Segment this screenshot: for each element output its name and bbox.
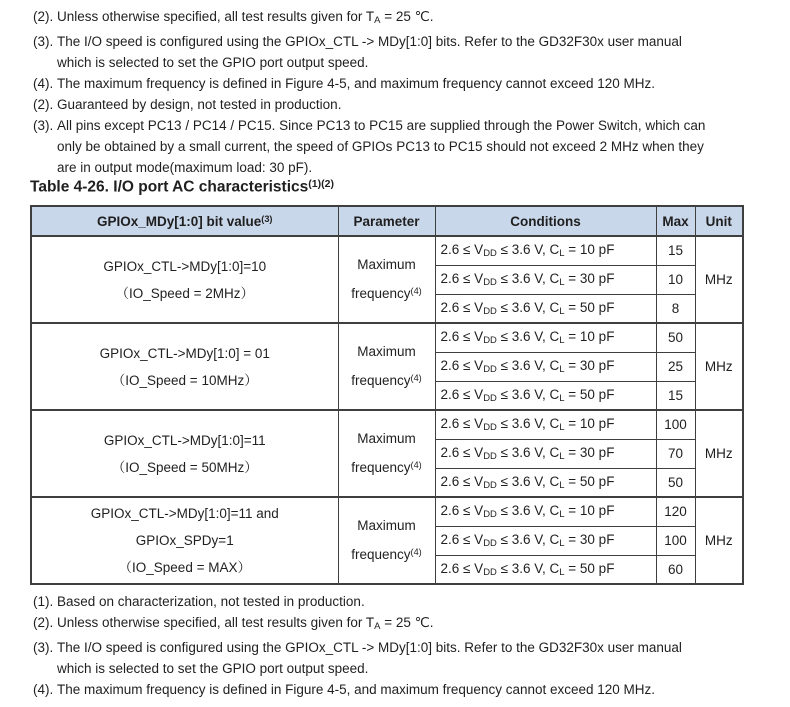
table-row bbox=[31, 410, 743, 439]
max-value-cell: 15 bbox=[656, 236, 695, 265]
condition-cell: $2.6 \le V_{DD} \le 3.6$ V, $C_L = 50$ pF bbox=[435, 294, 656, 323]
bit-value-cell bbox=[31, 497, 338, 584]
max-value-cell: 50 bbox=[656, 468, 695, 497]
condition-cell: $2.6 \le V_{DD} \le 3.6$ V, $C_L = 30$ pF bbox=[435, 265, 656, 294]
footnote-line: are in output mode(maximum load: 30 pF). bbox=[57, 160, 313, 176]
unit-cell: MHz bbox=[695, 323, 743, 410]
bit-value-cell bbox=[31, 323, 338, 410]
footnote-number: (3). bbox=[33, 34, 54, 50]
footnote-number: (3). bbox=[33, 118, 54, 134]
bit-value-line: （IO_Speed = 50MHz） bbox=[111, 459, 258, 475]
footnote-line: The I/O speed is configured using the GPIOx_CTL -> MDy[1:0] bits. Refer to the GD32F30x user manual bbox=[57, 34, 682, 50]
condition-cell: $2.6 \le V_{DD} \le 3.6$ V, $C_L = 30$ pF bbox=[435, 526, 656, 555]
condition-cell: $2.6 \le V_{DD} \le 3.6$ V, $C_L = 30$ pF bbox=[435, 352, 656, 381]
table-row bbox=[31, 236, 743, 265]
bit-value-line: （IO_Speed = MAX） bbox=[118, 560, 251, 575]
bit-value-cell bbox=[31, 236, 338, 323]
max-value-cell: 60 bbox=[656, 555, 695, 584]
footnote-line: All pins except PC13 / PC14 / PC15. Since PC13 to PC15 are supplied through the Power Switch, which can bbox=[57, 118, 706, 134]
table-title: Table 4-26. I/O port AC characteristics$^{(1)(2)}$ bbox=[30, 178, 334, 196]
unit-cell: MHz bbox=[695, 410, 743, 497]
max-value-cell: 8 bbox=[656, 294, 695, 323]
footnote-number: (4). bbox=[33, 682, 54, 698]
max-value-cell: 100 bbox=[656, 526, 695, 555]
footnote-line: Based on characterization, not tested in production. bbox=[57, 594, 365, 609]
footnote bbox=[33, 679, 682, 700]
io-port-ac-characteristics-table bbox=[30, 205, 744, 585]
unit-cell: MHz bbox=[695, 497, 743, 584]
footnote-line: Guaranteed by design, not tested in production. bbox=[57, 97, 342, 113]
footnote-line: which is selected to set the GPIO port output speed. bbox=[57, 55, 369, 71]
footnote bbox=[33, 31, 705, 73]
footnote-number: (3). bbox=[33, 640, 54, 656]
footnote bbox=[33, 73, 705, 94]
footnote bbox=[33, 591, 682, 612]
header-unit: Unit bbox=[695, 206, 743, 236]
bit-value-cell bbox=[31, 410, 338, 497]
footnote-line: The maximum frequency is defined in Figure 4-5, and maximum frequency cannot exceed 120 MHz. bbox=[57, 682, 656, 698]
bit-value-line: （IO_Speed = 2MHz） bbox=[115, 285, 254, 301]
bit-value-line: GPIOx_CTL->MDy[1:0]=10 bbox=[103, 258, 267, 274]
footnote-line: Unless otherwise specified, all test results given for $T_A = 25$ ℃. bbox=[57, 615, 434, 633]
table-row bbox=[31, 497, 743, 526]
footnote-number: (2). bbox=[33, 615, 54, 630]
condition-cell: $2.6 \le V_{DD} \le 3.6$ V, $C_L = 50$ pF bbox=[435, 555, 656, 584]
max-value-cell: 25 bbox=[656, 352, 695, 381]
footnote-number: (4). bbox=[33, 76, 54, 92]
max-value-cell: 120 bbox=[656, 497, 695, 526]
footnote bbox=[33, 94, 705, 115]
footnote-number: (2). bbox=[33, 9, 54, 24]
header-max: Max bbox=[656, 206, 695, 236]
header-parameter: Parameter bbox=[338, 206, 435, 236]
parameter-cell: Maximum frequency$^{(4)}$ bbox=[338, 497, 435, 584]
condition-cell: $2.6 \le V_{DD} \le 3.6$ V, $C_L = 50$ pF bbox=[435, 381, 656, 410]
footnote-line: which is selected to set the GPIO port output speed. bbox=[57, 661, 369, 677]
unit-cell: MHz bbox=[695, 236, 743, 323]
condition-cell: $2.6 \le V_{DD} \le 3.6$ V, $C_L = 50$ pF bbox=[435, 468, 656, 497]
footnote bbox=[33, 6, 705, 31]
max-value-cell: 15 bbox=[656, 381, 695, 410]
footnote bbox=[33, 637, 682, 679]
table-row bbox=[31, 323, 743, 352]
bit-value-line: GPIOx_CTL->MDy[1:0] = 01 bbox=[99, 345, 270, 361]
bit-value-line: GPIOx_SPDy=1 bbox=[135, 533, 234, 548]
bit-value-line: GPIOx_CTL->MDy[1:0]=11 and bbox=[90, 506, 279, 521]
max-value-cell: 100 bbox=[656, 410, 695, 439]
max-value-cell: 10 bbox=[656, 265, 695, 294]
footnote-number: (1). bbox=[33, 594, 54, 609]
parameter-cell: Maximum frequency$^{(4)}$ bbox=[338, 236, 435, 323]
max-value-cell: 70 bbox=[656, 439, 695, 468]
footnote-line: Unless otherwise specified, all test results given for $T_A = 25$ ℃. bbox=[57, 9, 434, 27]
condition-cell: $2.6 \le V_{DD} \le 3.6$ V, $C_L = 30$ pF bbox=[435, 439, 656, 468]
footnote-line: only be obtained by a small current, the speed of GPIOs PC13 to PC15 should not exceed 2 MHz when they bbox=[57, 139, 704, 155]
footnote-line: The I/O speed is configured using the GPIOx_CTL -> MDy[1:0] bits. Refer to the GD32F30x user manual bbox=[57, 640, 682, 656]
condition-cell: $2.6 \le V_{DD} \le 3.6$ V, $C_L = 10$ pF bbox=[435, 497, 656, 526]
footnote bbox=[33, 612, 682, 637]
footnote-number: (2). bbox=[33, 97, 54, 113]
condition-cell: $2.6 \le V_{DD} \le 3.6$ V, $C_L = 10$ pF bbox=[435, 323, 656, 352]
condition-cell: $2.6 \le V_{DD} \le 3.6$ V, $C_L = 10$ pF bbox=[435, 410, 656, 439]
condition-cell: $2.6 \le V_{DD} \le 3.6$ V, $C_L = 10$ pF bbox=[435, 236, 656, 265]
table-header-row bbox=[31, 206, 743, 236]
footnote-line: The maximum frequency is defined in Figure 4-5, and maximum frequency cannot exceed 120 MHz. bbox=[57, 76, 656, 92]
bottom-footnotes bbox=[33, 591, 682, 700]
footnote bbox=[33, 115, 705, 178]
bit-value-line: GPIOx_CTL->MDy[1:0]=11 bbox=[103, 432, 266, 448]
header-conditions: Conditions bbox=[435, 206, 656, 236]
bit-value-line: （IO_Speed = 10MHz） bbox=[111, 372, 258, 388]
parameter-cell: Maximum frequency$^{(4)}$ bbox=[338, 323, 435, 410]
top-footnotes bbox=[33, 6, 705, 178]
parameter-cell: Maximum frequency$^{(4)}$ bbox=[338, 410, 435, 497]
max-value-cell: 50 bbox=[656, 323, 695, 352]
header-bit-value: GPIOx_MDy[1:0] bit value$^{(3)}$ bbox=[31, 206, 338, 236]
